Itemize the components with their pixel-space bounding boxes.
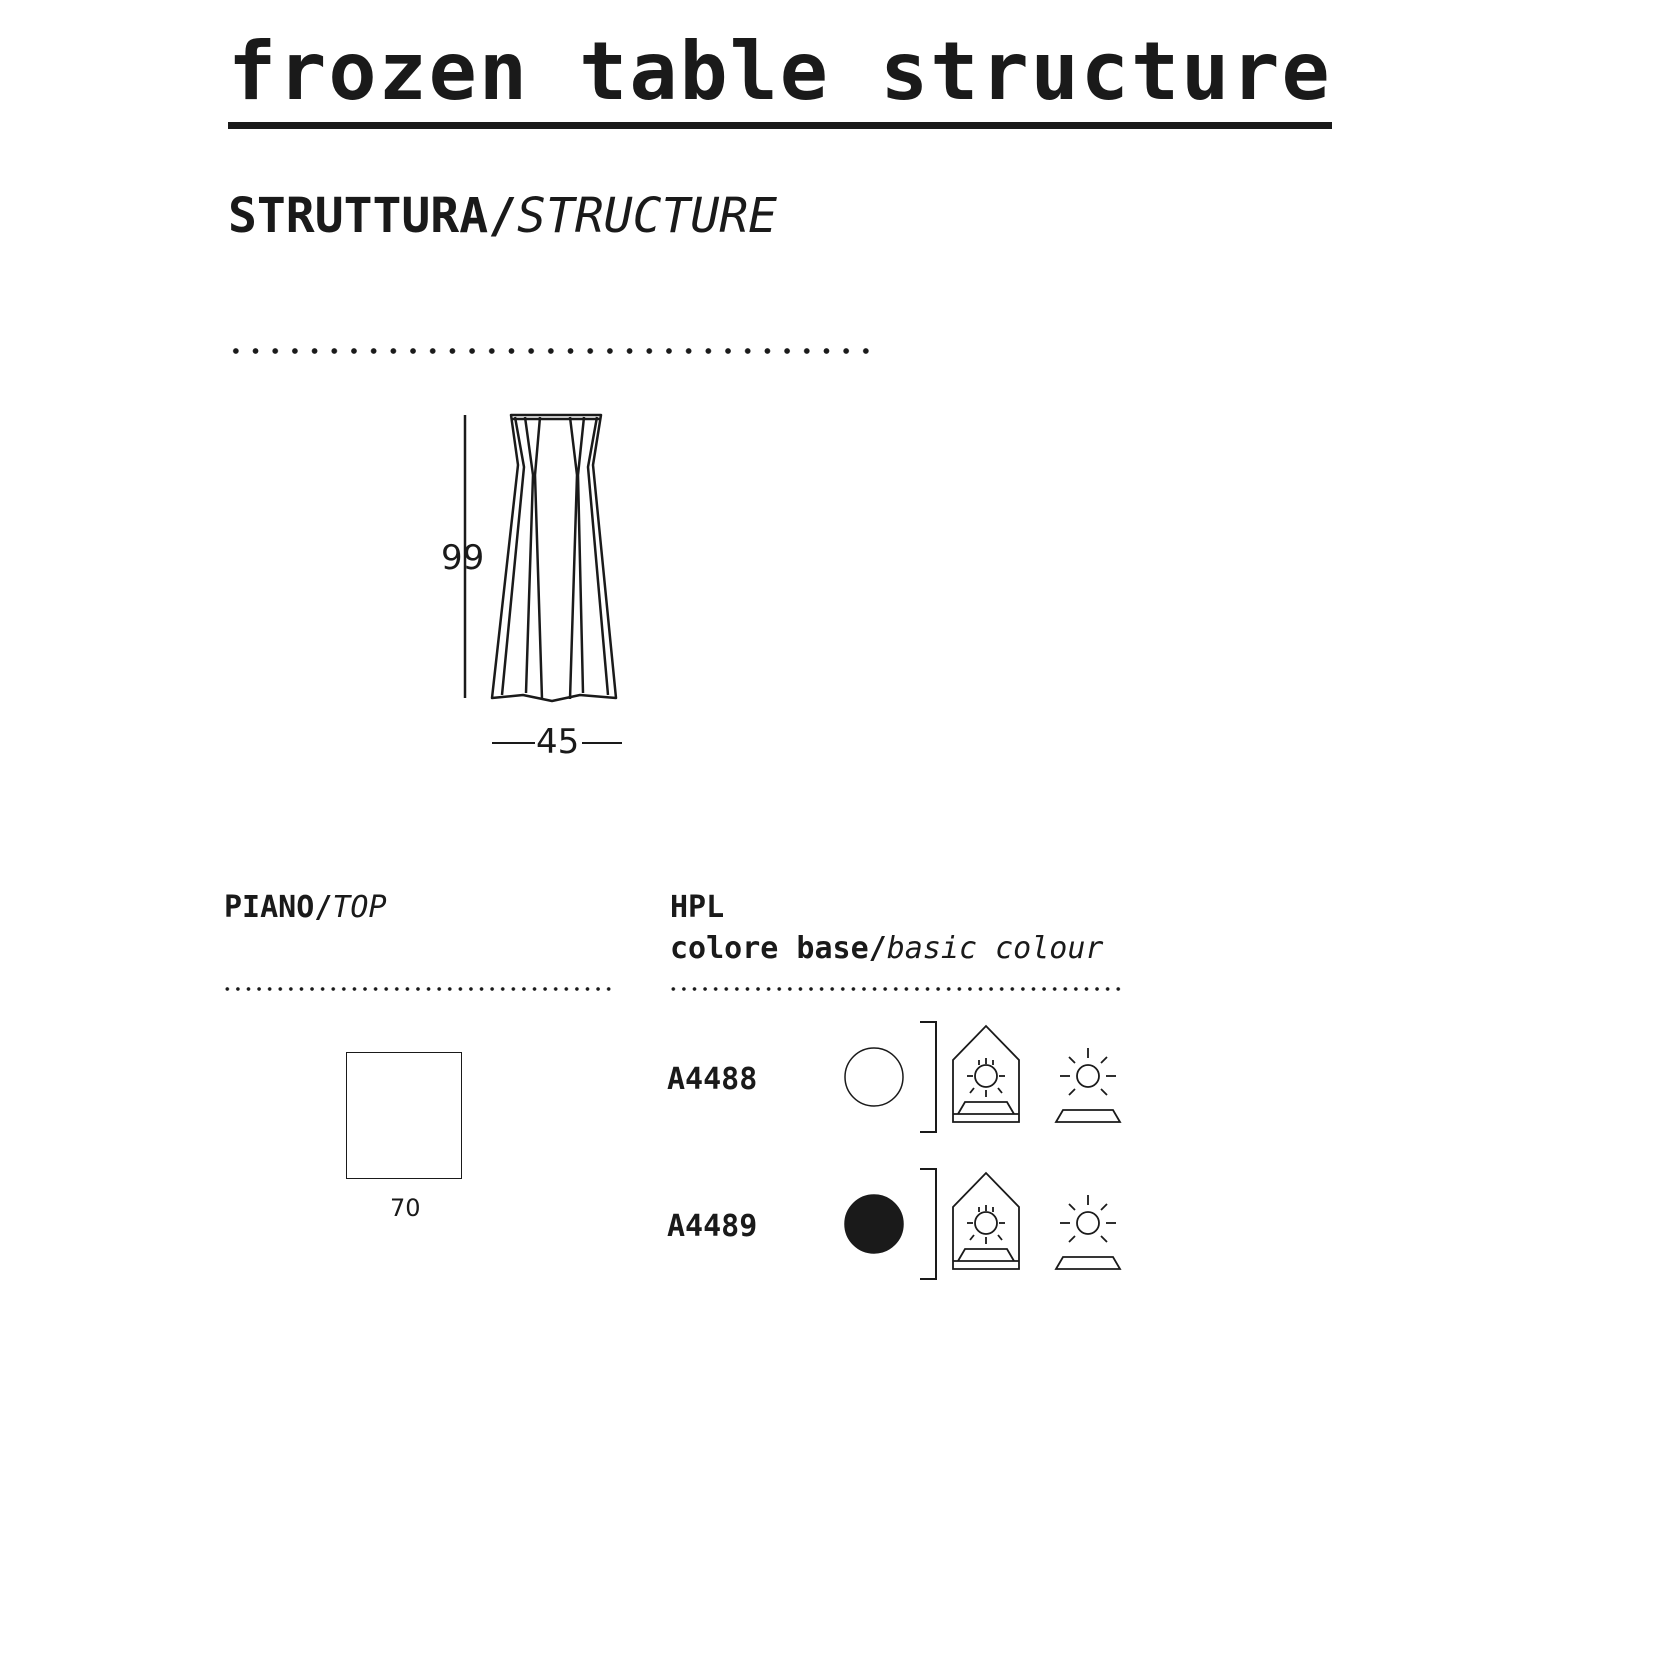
structure-heading-it: STRUTTURA/ [228,188,517,244]
width-dimension-line-right [582,742,622,744]
top-heading-en: TOP [332,890,387,925]
top-heading [224,890,387,926]
indoor-house-icon [953,1173,1019,1269]
structure-dotted-divider [226,348,878,355]
height-dimension-label: 99 [441,538,485,578]
page-title: frozen table structure [228,22,1332,129]
variant-code: A4489 [667,1209,758,1244]
structure-heading [228,188,777,244]
table-structure-drawing [430,405,650,765]
top-dotted-divider [222,987,616,991]
outdoor-sun-icon [1056,1048,1120,1122]
column-outline [492,415,616,701]
variant-bracket [920,1169,936,1279]
indoor-house-icon [953,1026,1019,1122]
black-swatch [845,1195,903,1253]
colour-heading-en: basic colour [886,931,1104,966]
width-dimension-line-left [492,742,535,744]
white-swatch [845,1048,903,1106]
variant-code: A4488 [667,1062,758,1097]
variant-bracket [920,1022,936,1132]
variant-row-graphics [840,1165,1130,1283]
structure-heading-en: STRUCTURE [516,188,778,244]
colour-heading-it: colore base/ [670,931,887,966]
top-heading-it: PIANO/ [224,890,333,925]
colour-heading [670,931,1104,967]
width-dimension-label: 45 [536,722,580,762]
variant-row-graphics [840,1018,1130,1136]
outdoor-sun-icon [1056,1195,1120,1269]
top-square-drawing [346,1052,462,1179]
colour-dotted-divider [668,987,1124,991]
material-name: HPL [670,890,725,925]
top-size-label: 70 [390,1194,421,1222]
